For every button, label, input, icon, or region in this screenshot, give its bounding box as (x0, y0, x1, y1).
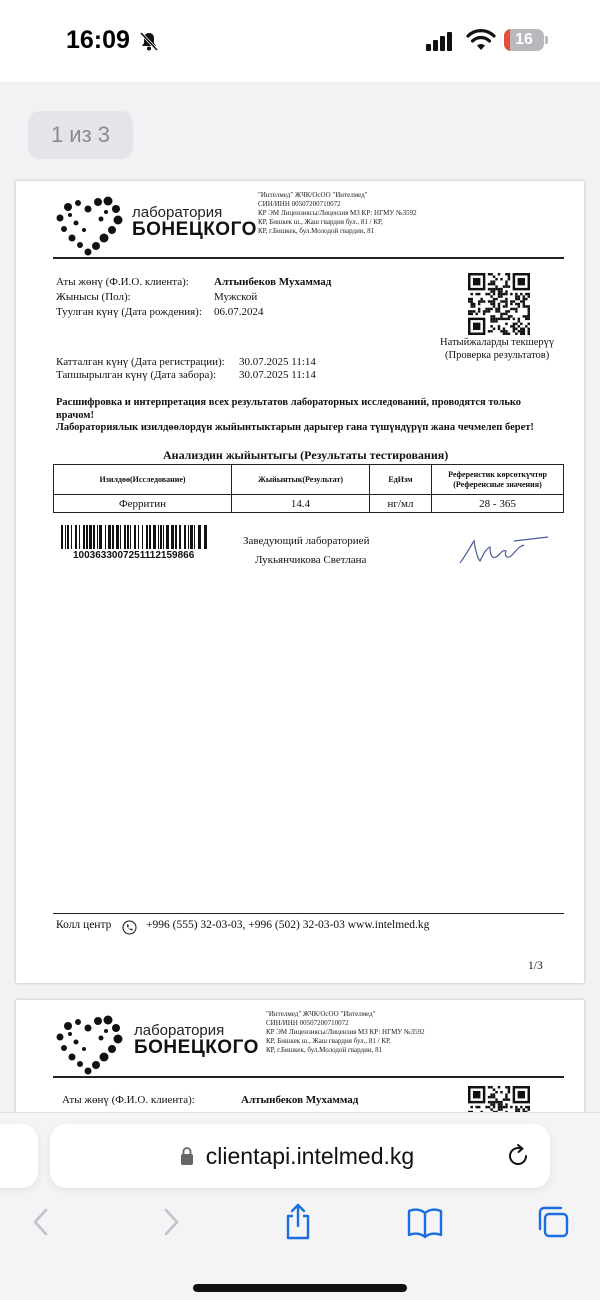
previous-tab-preview[interactable] (0, 1124, 38, 1188)
qr-caption-line2: (Проверка результатов) (445, 350, 550, 361)
page-indicator: 1 из 3 (28, 111, 133, 159)
results-title: Анализдин жыйынтыгы (Результаты тестирования) (163, 448, 449, 462)
barcode-bar (153, 525, 156, 549)
page-number: 1/3 (528, 960, 543, 972)
barcode-bar (158, 525, 159, 549)
collection-date-label: Тапшырылган күнү (Дата забора): (56, 369, 217, 381)
org-line: КР, Бишкек ш., Жаш гвардия бул., 81 / КР, (258, 218, 383, 226)
patient-dob-label: Туулган күнү (Дата рождения): (56, 306, 202, 318)
barcode-bar (171, 525, 174, 549)
org-line: КР, Бишкек ш., Жаш гвардия бул., 81 / КР, (266, 1037, 391, 1045)
barcode-bar (204, 525, 207, 549)
barcode (61, 525, 207, 549)
results-header-row (54, 465, 564, 495)
barcode-bar (105, 525, 106, 549)
barcode-bar (166, 525, 169, 549)
call-center-label: Колл центр (56, 919, 112, 931)
barcode-bar (86, 525, 88, 549)
barcode-bar (89, 525, 92, 549)
back-icon[interactable] (30, 1207, 52, 1237)
barcode-bar (146, 525, 148, 549)
barcode-bar (198, 525, 201, 549)
barcode-bar (112, 525, 114, 549)
lab-head-title: Заведующий лабораторией (243, 535, 370, 547)
tabs-icon[interactable] (535, 1205, 571, 1239)
column-header: Референстик көрсөткүчтөр (Референсные значения) (432, 465, 564, 495)
status-time: 16:09 (66, 26, 130, 54)
lab-logo-icon (54, 1014, 124, 1076)
status-bar (0, 0, 600, 82)
battery-body (504, 29, 544, 51)
forward-icon[interactable] (160, 1207, 182, 1237)
notice-line1: Расшифровка и интерпретация всех результатов лабораторных исследований, проводятся только (56, 397, 522, 408)
barcode-bar (134, 525, 136, 549)
logo-text-line2: БОНЕЦКОГО (132, 219, 257, 240)
org-info (266, 1010, 425, 1055)
url-text: clientapi.intelmed.kg (205, 1143, 415, 1169)
registration-date-value: 30.07.2025 11:14 (239, 356, 316, 368)
phone-icon (122, 920, 137, 935)
barcode-bar (108, 525, 111, 549)
patient-sex-value: Мужской (214, 291, 258, 303)
footer-divider (53, 913, 564, 914)
notice-line2: врачом! (56, 410, 94, 421)
bookmarks-icon[interactable] (406, 1207, 444, 1239)
result-cell: 14.4 (232, 495, 370, 513)
barcode-bar (83, 525, 85, 549)
org-info (258, 191, 417, 236)
header-divider (53, 257, 564, 259)
barcode-bar (138, 525, 139, 549)
org-line: "Интелмед" ЖЧК/ОсОО "Интелмед" (258, 191, 368, 199)
battery-tip (545, 36, 548, 44)
barcode-bar (116, 525, 119, 549)
test-name-cell: Ферритин (54, 495, 232, 513)
barcode-bar (67, 525, 69, 549)
org-line: КР, г.Бишкек, бул.Молодой гвардии, 81 (266, 1046, 383, 1054)
lab-logo-icon (54, 195, 124, 257)
column-header: ЕдИзм (370, 465, 432, 495)
patient-name-value: Алтынбеков Мухаммад (214, 276, 332, 288)
bell-muted-icon (138, 30, 160, 52)
battery-indicator (504, 29, 548, 51)
barcode-bar (71, 525, 72, 549)
barcode-bar (120, 525, 121, 549)
share-icon[interactable] (282, 1202, 314, 1242)
barcode-bar (127, 525, 129, 549)
browser-toolbar (0, 1112, 600, 1300)
barcode-bar (188, 525, 189, 549)
barcode-bar (99, 525, 102, 549)
barcode-bar (142, 525, 143, 549)
org-line: СИН/ИНН 00507200710072 (258, 200, 341, 208)
barcode-bar (79, 525, 80, 549)
registration-date-label: Катталган күнү (Дата регистрации): (56, 356, 225, 368)
barcode-bar (163, 525, 164, 549)
barcode-bar (97, 525, 98, 549)
org-line: КР ЭМ Лицензиясы/Лицензия МЗ КР: НГМУ №3592 (258, 209, 417, 217)
qr-code[interactable] (468, 273, 530, 335)
patient-name-value: Алтынбеков Мухаммад (241, 1094, 359, 1106)
barcode-bar (190, 525, 193, 549)
column-header: Изилдөө(Исследование) (54, 465, 232, 495)
battery-level: 16 (515, 31, 533, 48)
column-header: Жыйынтык(Результат) (232, 465, 370, 495)
qr-caption-line1: Натыйжаларды текшерүү (440, 337, 555, 348)
barcode-bar (160, 525, 162, 549)
barcode-bar (179, 525, 181, 549)
collection-date-value: 30.07.2025 11:14 (239, 369, 316, 381)
lab-head-name: Лукьянчикова Светлана (255, 554, 367, 566)
wifi-icon (466, 29, 496, 51)
table-row (54, 495, 564, 513)
logo-text-line1: лаборатория (132, 204, 223, 221)
unit-cell: нг/мл (370, 495, 432, 513)
barcode-bar (149, 525, 151, 549)
barcode-bar (75, 525, 77, 549)
patient-dob-value: 06.07.2024 (214, 306, 264, 318)
patient-name-label: Аты жөнү (Ф.И.О. клиента): (56, 276, 189, 288)
patient-sex-label: Жынысы (Пол): (56, 291, 131, 303)
org-line: КР, г.Бишкек, бул.Молодой гвардии, 81 (258, 227, 375, 235)
logo-text-line2: БОНЕЦКОГО (134, 1037, 259, 1058)
barcode-bar (184, 525, 186, 549)
document-page-1 (16, 181, 584, 983)
barcode-bar (61, 525, 63, 549)
address-bar[interactable] (50, 1124, 550, 1188)
barcode-bar (130, 525, 131, 549)
barcode-bar (175, 525, 177, 549)
barcode-bar (93, 525, 95, 549)
home-indicator[interactable] (193, 1284, 407, 1292)
logo-text-line1: лаборатория (134, 1022, 225, 1039)
org-line: КР ЭМ Лицензиясы/Лицензия МЗ КР: НГМУ №3592 (266, 1028, 425, 1036)
barcode-bar (65, 525, 66, 549)
call-center-info: +996 (555) 32-03-03, +996 (502) 32-03-03 www.intelmed.kg (146, 919, 430, 931)
barcode-number: 1003633007251112159866 (73, 550, 195, 561)
cellular-signal-icon (426, 31, 452, 51)
signature (456, 533, 552, 571)
results-table (53, 464, 564, 513)
reload-icon[interactable] (505, 1143, 531, 1169)
notice-line3: Лабораториялык изилдөөлордүн жыйынтыктарын дарыгер гана түшүндүрүп жана чечмелеп берет! (56, 422, 534, 433)
reference-cell: 28 - 365 (432, 495, 564, 513)
barcode-bar (124, 525, 126, 549)
patient-name-label: Аты жөнү (Ф.И.О. клиента): (62, 1094, 195, 1106)
barcode-bar (194, 525, 195, 549)
org-line: "Интелмед" ЖЧК/ОсОО "Интелмед" (266, 1010, 376, 1018)
header-divider (53, 1076, 564, 1078)
org-line: СИН/ИНН 00507200710072 (266, 1019, 349, 1027)
